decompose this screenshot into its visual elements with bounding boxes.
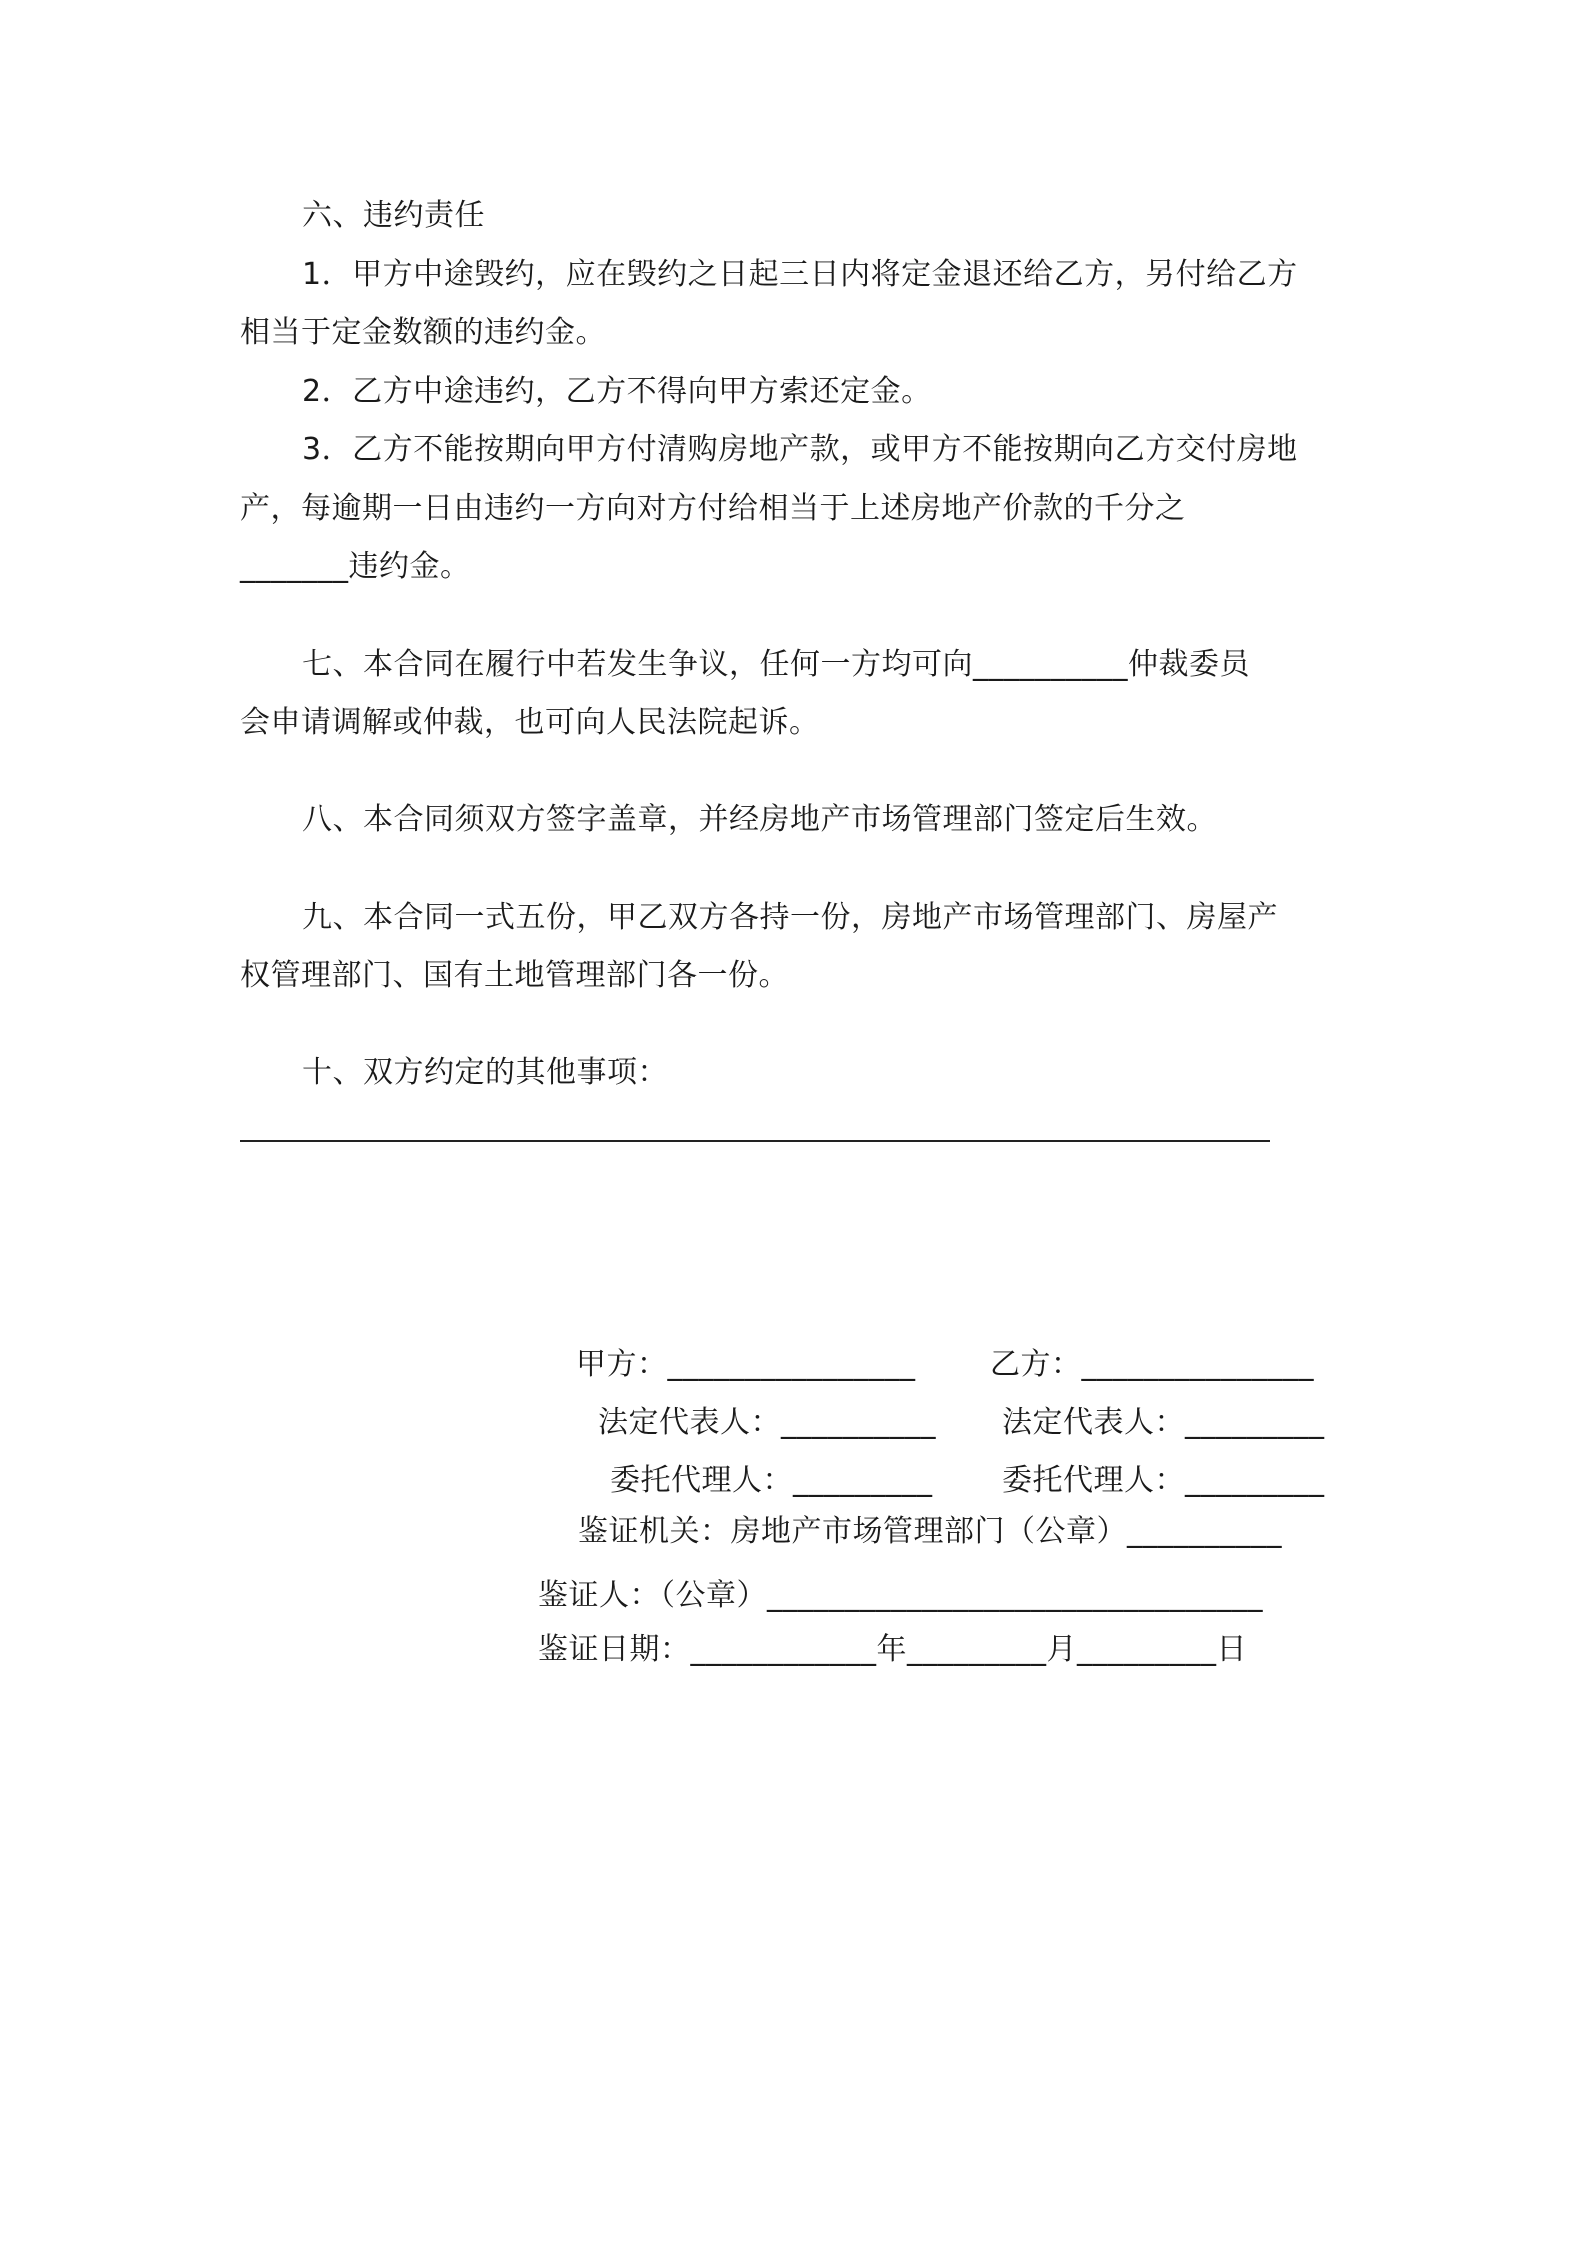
party-a-signature: 甲方：________________	[576, 1347, 916, 1382]
other-matters-blank-line	[240, 1140, 1270, 1142]
section-8-line-1: 八、本合同须双方签字盖章，并经房地产市场管理部门签定后生效。	[302, 802, 1217, 837]
section-7-line-2: 会申请调解或仲裁，也可向人民法院起诉。	[240, 705, 820, 740]
section-6-heading: 六、违约责任	[302, 198, 485, 233]
section-10-line-1: 十、双方约定的其他事项：	[302, 1055, 668, 1090]
section-7-line-1: 七、本合同在履行中若发生争议，任何一方均可向__________仲裁委员	[302, 647, 1250, 682]
section-9-line-2: 权管理部门、国有土地管理部门各一份。	[240, 958, 789, 993]
section-9-line-1: 九、本合同一式五份，甲乙双方各持一份，房地产市场管理部门、房屋产	[302, 900, 1278, 935]
verification-date: 鉴证日期：____________年_________月_________日	[538, 1632, 1247, 1667]
section-6-item-1-line-1: 1．甲方中途毁约，应在毁约之日起三日内将定金退还给乙方，另付给乙方	[302, 257, 1298, 292]
section-6-item-3-line-2: 产，每逾期一日由违约一方向对方付给相当于上述房地产价款的千分之	[240, 491, 1186, 526]
verification-authority: 鉴证机关：房地产市场管理部门（公章）__________	[578, 1514, 1282, 1549]
section-6-item-3-line-3: _______违约金。	[240, 549, 471, 584]
section-6-item-1-line-2: 相当于定金数额的违约金。	[240, 315, 606, 350]
section-6-item-3-line-1: 3．乙方不能按期向甲方付清购房地产款，或甲方不能按期向乙方交付房地	[302, 432, 1298, 467]
legal-rep-a: 法定代表人：__________	[598, 1405, 936, 1440]
agent-a: 委托代理人：_________	[610, 1463, 933, 1498]
verifier-signature: 鉴证人：（公章）________________________________	[538, 1578, 1263, 1613]
party-b-signature: 乙方：_______________	[990, 1347, 1314, 1382]
legal-rep-b: 法定代表人：_________	[1002, 1405, 1325, 1440]
section-6-item-2: 2．乙方中途违约，乙方不得向甲方索还定金。	[302, 374, 932, 409]
agent-b: 委托代理人：_________	[1002, 1463, 1325, 1498]
